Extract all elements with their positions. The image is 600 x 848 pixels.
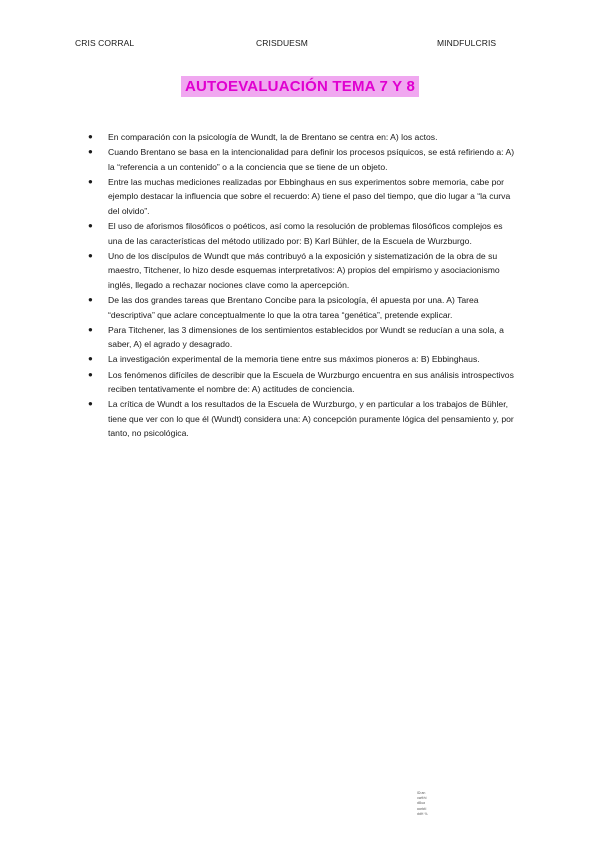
bullet-icon: ● <box>88 250 93 260</box>
list-item <box>88 219 518 248</box>
list-item <box>88 130 518 145</box>
list-item <box>88 352 518 367</box>
document-stamp <box>417 791 447 817</box>
list-item-text: De las dos grandes tareas que Brentano Concibe para la psicología, él apuesta por una. A) Tarea “descriptiva” que aclare conceptualmente lo que la otra tarea “genética”, pretende explicar. <box>108 295 479 320</box>
questions-list <box>88 130 518 441</box>
bullet-icon: ● <box>88 369 93 379</box>
list-item <box>88 368 518 397</box>
list-item-text: El uso de aforismos filosóficos o poéticos, así como la resolución de problemas filosóficos complejos es una de las características del método utilizado por: B) Karl Bühler, de la Escuela de Wurzburgo. <box>108 221 503 246</box>
list-item-text: Entre las muchas mediciones realizadas por Ebbinghaus en sus experimentos sobre memoria, cabe por ejemplo destacar la influencia que sobre el recuerdo: A) tiene el paso del tiempo, que dio lugar a “la curva del olvido”. <box>108 176 511 216</box>
bullet-icon: ● <box>88 132 93 141</box>
bullet-icon: ● <box>88 176 93 186</box>
list-item <box>88 397 518 441</box>
bullet-icon: ● <box>88 399 93 409</box>
stamp-line: ID:an <box>417 791 426 795</box>
list-item-text: Cuando Brentano se basa en la intencionalidad para definir los procesos psíquicos, se está refiriendo a: A) la “referencia a un contenido” o a la conciencia que se tiene de un objeto. <box>108 147 515 172</box>
stamp-line: vwithi <box>417 796 427 801</box>
list-item <box>88 175 518 219</box>
list-item <box>88 145 518 174</box>
title-container <box>0 76 600 97</box>
list-item-text: En comparación con la psicología de Wundt, la de Brentano se centra en: A) los actos. <box>108 132 438 142</box>
bullet-icon: ● <box>88 147 93 157</box>
list-item-text: Uno de los discípulos de Wundt que más contribuyó a la exposición y sistematización de la obra de su maestro, Titchener, lo hizo desde esquemas interpretativos: A) propios del empirismo y asociacionismo inglés, llegado a rechazar nociones clave como la apercepción. <box>108 250 500 290</box>
list-item-text: La investigación experimental de la memoria tiene entre sus máximos pioneros a: B) Ebbinghaus. <box>108 354 480 365</box>
bullet-icon: ● <box>88 221 93 231</box>
list-item-text: Los fenómenos difíciles de describir que la Escuela de Wurzburgo encuentra en sus análisis introspectivos reciben tentativamente el nombre de: A) actitudes de conciencia. <box>108 369 514 395</box>
stamp-line: aarbtl <box>417 806 427 811</box>
header-author: CRIS CORRAL <box>75 38 135 48</box>
list-item <box>88 293 518 322</box>
bullet-icon: ● <box>88 354 93 364</box>
list-item <box>88 249 518 293</box>
stamp-line: d8ua <box>417 801 426 806</box>
list-item-text: Para Titchener, las 3 dimensiones de los sentimientos establecidos por Wundt se reducían a una sola, a saber, A) el agrado y desagrado. <box>108 324 504 350</box>
bullet-icon: ● <box>88 324 93 334</box>
document-title: AUTOEVALUACIÓN TEMA 7 Y 8 <box>181 76 419 97</box>
stamp-line: ddH % <box>417 811 428 816</box>
bullet-icon: ● <box>88 295 93 305</box>
header-brand: MINDFULCRIS <box>437 38 497 48</box>
page-header <box>0 38 600 52</box>
header-username: CRISDUESM <box>256 38 308 48</box>
list-item <box>88 323 518 352</box>
list-item-text: La crítica de Wundt a los resultados de la Escuela de Wurzburgo, y en particular a los trabajos de Bühler, tiene que ver con lo que él (Wundt) considera una: A) concepción puramente lógica del pensamiento y, por tanto, no psicológica. <box>108 399 514 439</box>
